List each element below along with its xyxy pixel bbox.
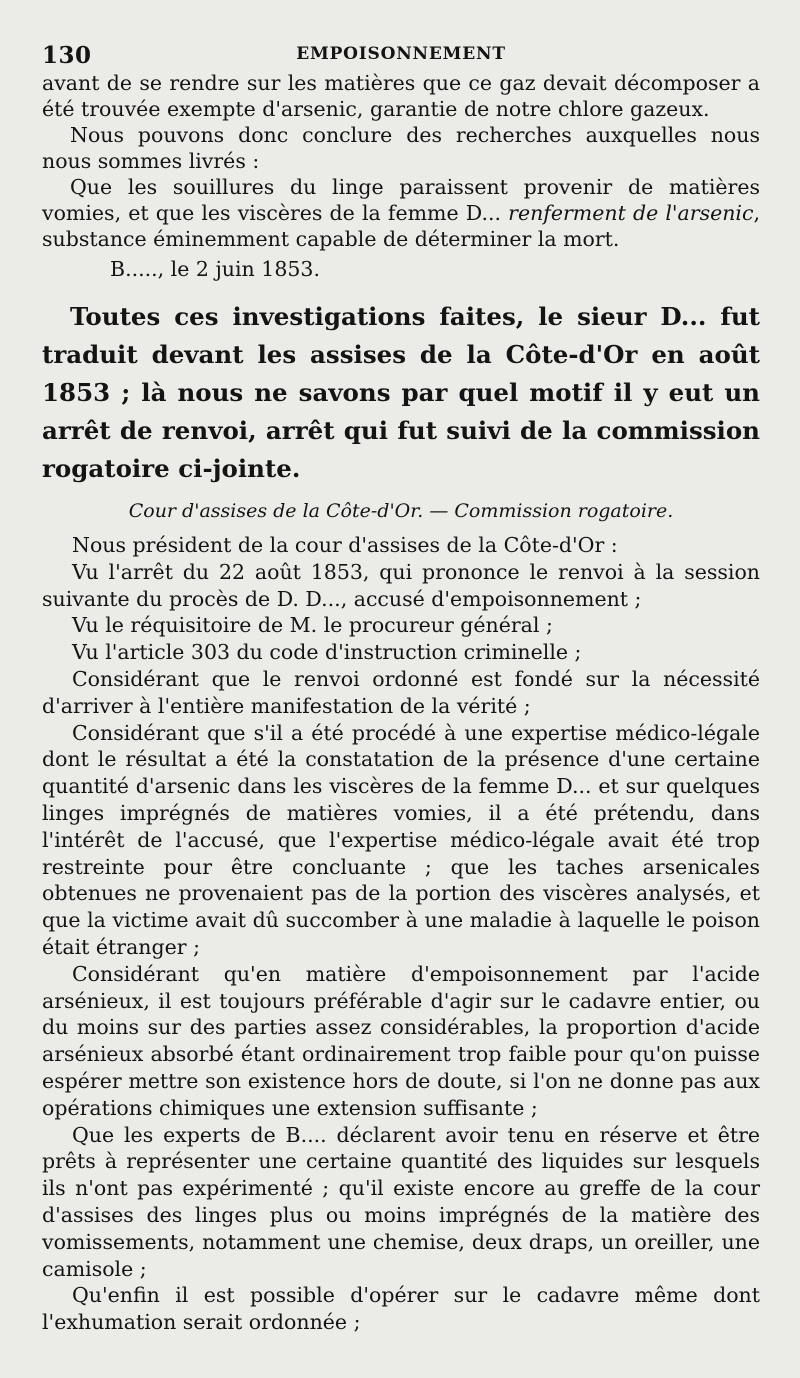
narrative-paragraph: Toutes ces investigations faites, le sieur D... fut traduit devant les assises de la Côte-d'Or en août 1853 ; là nous ne savons par quel motif il y eut un arrêt de renvoi, arrêt qui fut suivi de la commission rogatoire ci-jointe. bbox=[42, 302, 760, 483]
report-paragraph: Que les souillures du linge paraissent provenir de matières vomies, et que les viscères de la femme D... renferment de l'arsenic, substance éminemment capable de déterminer la mort. bbox=[42, 175, 760, 251]
commission-paragraph: Qu'enfin il est possible d'opérer sur le cadavre même dont l'exhumation serait ordonnée ; bbox=[42, 1283, 760, 1335]
commission-body bbox=[42, 532, 760, 1336]
report-paragraph: Nous pouvons donc conclure des recherches auxquelles nous nous sommes livrés : bbox=[42, 123, 760, 173]
commission-paragraph: Considérant que le renvoi ordonné est fondé sur la nécessité d'arriver à l'entière manifestation de la vérité ; bbox=[42, 666, 760, 718]
commission-paragraph: Vu l'arrêt du 22 août 1853, qui prononce le renvoi à la session suivante du procès de D. D..., accusé d'empoisonnement ; bbox=[42, 559, 760, 611]
commission-heading: Cour d'assises de la Côte-d'Or. — Commission rogatoire. bbox=[128, 500, 674, 522]
commission-paragraph: Nous président de la cour d'assises de la Côte-d'Or : bbox=[72, 533, 618, 557]
commission-paragraph: Considérant qu'en matière d'empoisonnement par l'acide arsénieux, il est toujours préférable d'agir sur le cadavre entier, ou du moins sur des parties assez considérables, la proportion d'acide arsénieux absorbé étant ordinairement trop faible pour qu'on puisse espérer mettre son existence hors de doute, si l'on ne donne pas aux opérations chimiques une extension suffisante ; bbox=[42, 961, 760, 1120]
running-title: EMPOISONNEMENT bbox=[296, 44, 506, 64]
page-number: 130 bbox=[42, 42, 92, 69]
commission-paragraph: Considérant que s'il a été procédé à une expertise médico-légale dont le résultat a été la constatation de la présence d'une certaine quantité d'arsenic dans les viscères de la femme D... et sur quelques linges imprégnés de matières vomies, il a été prétendu, dans l'intérêt de l'accusé, que l'expertise médico-légale avait été trop restreinte pour être concluante ; que les taches arsenicales obtenues ne provenaient pas de la portion des viscères analysés, et que la victime avait dû succomber à une maladie à laquelle le poison était étranger ; bbox=[42, 720, 760, 959]
page-header bbox=[42, 0, 760, 70]
report-signature: B....., le 2 juin 1853. bbox=[110, 257, 320, 281]
commission-paragraph: Vu l'article 303 du code d'instruction criminelle ; bbox=[72, 640, 582, 665]
expert-report-conclusion bbox=[42, 70, 760, 252]
report-paragraph: avant de se rendre sur les matières que ce gaz devait décomposer a été trouvée exempte d'arsenic, garantie de notre chlore gazeux. bbox=[42, 71, 760, 121]
commission-paragraph: Vu le réquisitoire de M. le procureur général ; bbox=[72, 613, 553, 638]
commission-paragraph: Que les experts de B.... déclarent avoir tenu en réserve et être prêts à représenter une certaine quantité des liquides sur lesquels ils n'ont pas expérimenté ; qu'il existe encore au greffe de la cour d'assises des linges plus ou moins imprégnés de la matière des vomissements, notamment une chemise, deux draps, un oreiller, une camisole ; bbox=[42, 1122, 760, 1281]
